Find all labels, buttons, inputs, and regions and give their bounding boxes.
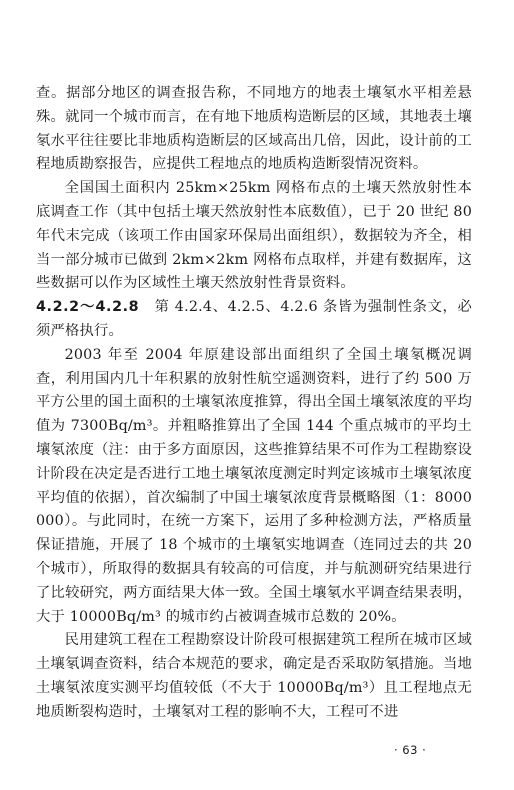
page-body: [36, 82, 472, 725]
paragraph-national-background-survey: 全国国土面积内 25km×25km 网格布点的土壤天然放射性本底调查工作（其中包括土壤天然放射性本底数值），已于 20 世纪 80 年代末完成（该项工作由国家环保局出面组织），数据较为齐全，相当一部分城市已做到 2km×2km 网格布点取样，并建有数据库，这些数据可以作为区域性土壤天然放射性背景资料。: [36, 180, 472, 292]
paragraph-clause-4-2-2: [36, 296, 472, 344]
clause-text: 第 4.2.4、4.2.5、4.2.6 条皆为强制性条文，必须严格执行。: [36, 299, 473, 339]
paragraph-civil-engineering-measures: 民用建筑工程在工程勘察设计阶段可根据建筑工程所在城市区域土壤氡调查资料，结合本规范的要求，确定是否采取防氡措施。当地土壤氡浓度实测平均值较低（不大于 10000Bq/m³）且工程地点无地质断裂构造时，土壤氡对工程的影响不大，工程可不进: [36, 632, 472, 720]
paragraph-radon-overview-survey: 2003 年至 2004 年原建设部出面组织了全国土壤氡概况调查，利用国内几十年积累的放射性航空遥测资料，进行了约 500 万平方公里的国土面积的土壤氡浓度推算，得出全国土壤氡浓度的平均值为 7300Bq/m³。并粗略推算出了全国 144 个重点城市的平均土壤氡浓度（注：由于多方面原因，这些推算结果不可作为工程勘察设计阶段在决定是否进行工地土壤氡浓度测定时判定该城市土壤氡浓度平均值的依据），首次编制了中国土壤氡浓度背景概略图（1：8000000）。与此同时，在统一方案下，运用了多种检测方法，严格质量保证措施，开展了 18 个城市的土壤氡实地调查（连同过去的共 20 个城市），所取得的数据具有较高的可信度，并与航测研究结果进行了比较研究，两方面结果大体一致。全国土壤氡水平调查结果表明，大于 10000Bq/m³ 的城市约占被调查城市总数的 20%。: [36, 346, 472, 625]
page-number: · 63 ·: [394, 743, 427, 757]
clause-number: 4.2.2～4.2.8: [36, 299, 140, 316]
paragraph-survey-reports: 查。据部分地区的调查报告称，不同地方的地表土壤氡水平相差悬殊。就同一个城市而言，在有地下地质构造断层的区域，其地表土壤氡水平往往要比非地质构造断层的区域高出几倍，因此，设计前的工程地质勘察报告，应提供工程地点的地质构造断裂情况资料。: [36, 85, 472, 173]
